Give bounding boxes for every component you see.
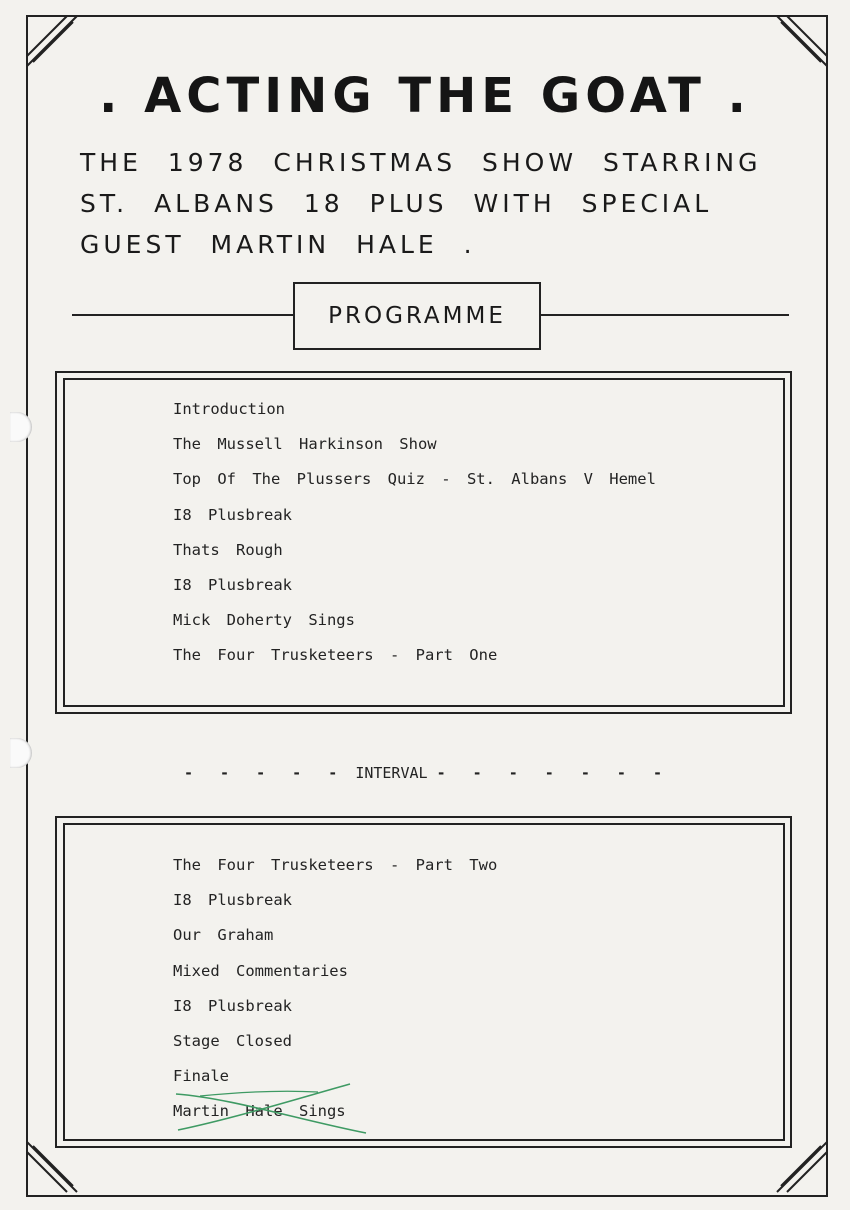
list-item: Finale <box>173 1067 229 1086</box>
list-item: Introduction <box>173 400 285 418</box>
list-item: Our Graham <box>173 926 274 945</box>
list-item: I8 Plusbreak <box>173 996 292 1015</box>
interval-label: INTERVAL <box>355 764 428 782</box>
list-item: The Four Trusketeers - Part Two <box>173 856 498 874</box>
subtitle-line: ST. ALBANS 18 PLUS WITH SPECIAL <box>80 189 713 218</box>
list-item: The Four Trusketeers - Part One <box>173 646 498 665</box>
show-title: . ACTING THE GOAT . <box>99 68 751 124</box>
subtitle-line: GUEST MARTIN HALE . <box>80 230 476 259</box>
list-item: Thats Rough <box>173 540 283 559</box>
interval-dashes-right: - - - - - - - <box>436 764 671 782</box>
show-subtitle <box>80 142 780 265</box>
programme-heading <box>293 282 541 350</box>
list-item: I8 Plusbreak <box>173 575 292 594</box>
list-item: Stage Closed <box>173 1031 292 1050</box>
corner-ornament-top-left <box>27 16 77 66</box>
list-item: Mick Doherty Sings <box>173 611 355 630</box>
corner-ornament-bottom-left <box>27 1142 77 1192</box>
list-item: The Mussell Harkinson Show <box>173 435 437 454</box>
interval-dashes-left: - - - - - <box>184 764 347 782</box>
list-item: Mixed Commentaries <box>173 961 348 980</box>
list-item-crossed-out: Martin Hale Sings <box>173 1102 346 1121</box>
punch-hole-bottom <box>10 738 32 768</box>
interval-line <box>184 764 671 782</box>
corner-ornament-bottom-right <box>777 1142 827 1192</box>
subtitle-line: THE 1978 CHRISTMAS SHOW STARRING <box>80 148 762 177</box>
rule-left <box>72 314 293 316</box>
rule-right <box>541 314 789 316</box>
programme-label: PROGRAMME <box>328 303 506 329</box>
part-two-list <box>173 854 497 1136</box>
part-one-list <box>173 398 656 680</box>
punch-hole-top <box>10 412 32 442</box>
list-item: I8 Plusbreak <box>173 505 292 524</box>
list-item: Top Of The Plussers Quiz - St. Albans V Hemel <box>173 470 656 489</box>
corner-ornament-top-right <box>777 16 827 66</box>
list-item: I8 Plusbreak <box>173 891 292 910</box>
